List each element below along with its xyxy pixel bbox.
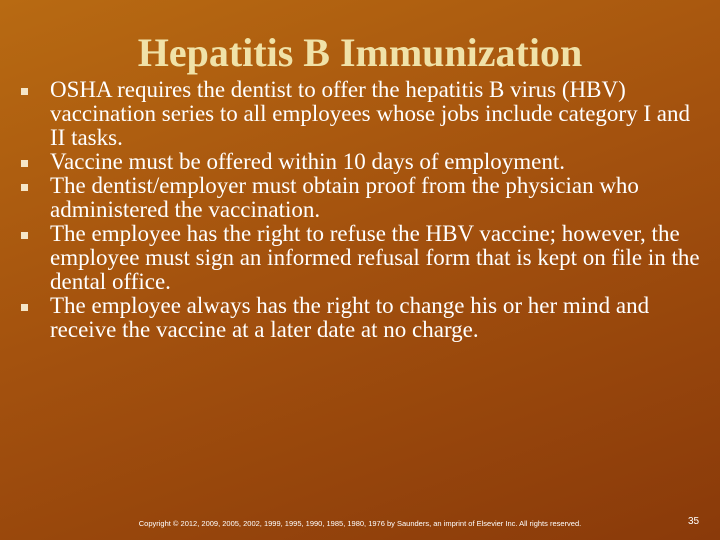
square-bullet-icon <box>21 232 28 239</box>
bullet-text: The employee has the right to refuse the HBV vaccine; however, the employee must sign an informed refusal form that is kept on file in the dental office. <box>50 221 700 294</box>
square-bullet-icon <box>21 160 28 167</box>
bullet-item-1 <box>20 78 700 150</box>
bullet-item-4 <box>20 222 700 294</box>
square-bullet-icon <box>21 184 28 191</box>
bullet-item-3 <box>20 174 700 222</box>
bullet-text: Vaccine must be offered within 10 days of employment. <box>50 149 566 174</box>
square-bullet-icon <box>21 304 28 311</box>
bullet-item-2 <box>20 150 700 174</box>
square-bullet-icon <box>21 88 28 95</box>
slide-title: Hepatitis B Immunization <box>137 30 583 75</box>
bullet-text: OSHA requires the dentist to offer the hepatitis B virus (HBV) vaccination series to all employees whose jobs include category I and II tasks. <box>50 77 690 150</box>
bullet-list <box>20 78 700 342</box>
bullet-item-5 <box>20 294 700 342</box>
bullet-text: The dentist/employer must obtain proof from the physician who administered the vaccination. <box>50 173 639 222</box>
footer-copyright: Copyright © 2012, 2009, 2005, 2002, 1999, 1995, 1990, 1985, 1980, 1976 by Saunders, an imprint of Elsevier Inc. All rights reserved. <box>138 519 582 528</box>
bullet-text: The employee always has the right to change his or her mind and receive the vaccine at a later date at no charge. <box>50 293 650 342</box>
page-number: 35 <box>688 516 700 527</box>
